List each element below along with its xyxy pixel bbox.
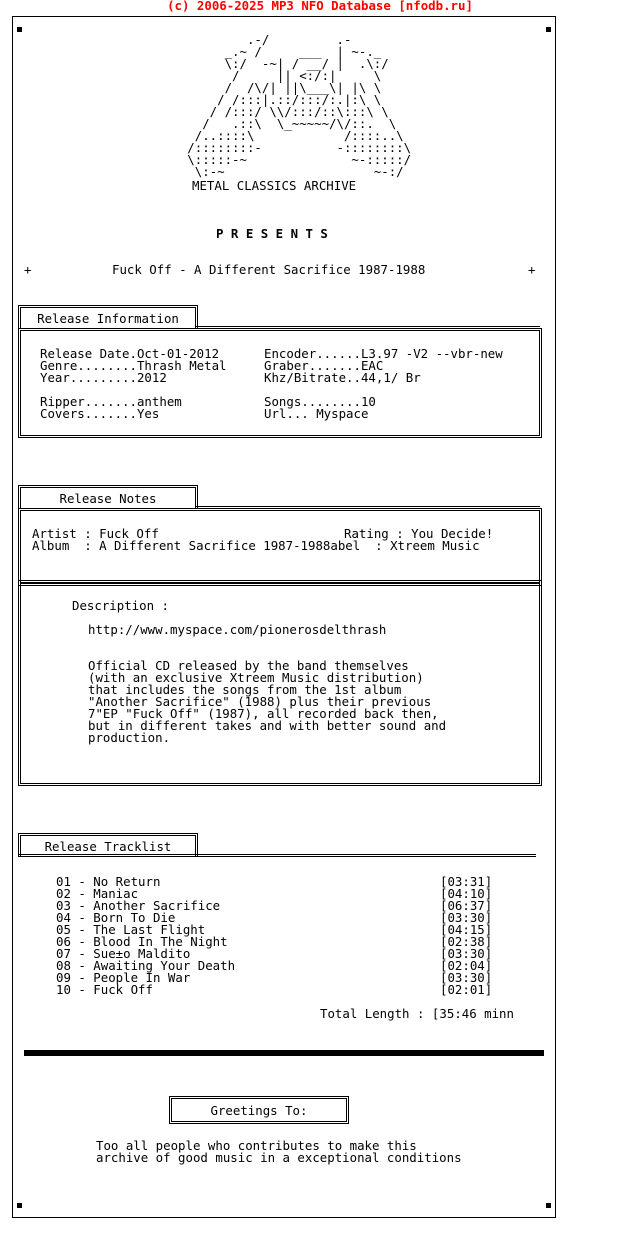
release-notes-heading: Release Notes [59,491,157,506]
tracklist-heading: Release Tracklist [44,839,172,854]
track-title: 09 - People In War [56,970,191,985]
track-title: 06 - Blood In The Night [56,934,228,949]
track-title: 10 - Fuck Off [56,982,153,997]
track-title: 04 - Born To Die [56,910,176,925]
site-header-link[interactable]: (c) 2006-2025 MP3 NFO Database [nfodb.ru] [167,0,473,13]
release-info-left: Release Date.Oct-01-2012 Genre........Thrash Metal Year.........2012 Ripper.......anthem Covers.......Yes [40,346,227,421]
total-length: Total Length : [35:46 minn [320,1006,514,1021]
track-title: 08 - Awaiting Your Death [56,958,236,973]
track-row [56,984,516,996]
release-info-right: Encoder......L3.97 -V2 --vbr-new Graber.......EAC Khz/Bitrate..44,1/ Br Songs........10 Url... Myspace [264,346,503,421]
title-plus-left: + [24,262,32,277]
corner-dot [546,27,551,32]
release-info-tab [18,305,198,329]
artist-line: Artist : Fuck Off [32,526,159,541]
track-time: [02:38] [440,934,493,949]
ascii-logo: .-/ .- _.~ / ___ | ~-._ \:/ -~| / __/ | .\:/ / || <:/:| \ / /\/| ||\___\| |\ \ / /:::|.::/:::/:.|:\ \ / /:::/ \\/:::/::\:::\ \ / .::\ \_~~~~~/\/::. \ /..::::\ /::::..\ /::::::::- -::::::::\ \:::::-~ ~-:::::/ \:-~ ~-:/ [187,32,412,179]
release-title: Fuck Off - A Different Sacrifice 1987-1988 [112,262,426,277]
release-info-heading: Release Information [37,311,179,326]
track-time: [04:10] [440,886,493,901]
track-title: 02 - Maniac [56,886,139,901]
track-time: [03:30] [440,970,493,985]
track-time: [02:01] [440,982,493,997]
album-line: Album : A Different Sacrifice 1987-1988abel : Xtreem Music [32,538,480,553]
presents-heading: P R E S E N T S [216,226,328,241]
archive-name: METAL CLASSICS ARCHIVE [192,178,357,193]
greetings-heading: Greetings To: [210,1103,308,1118]
title-plus-right: + [528,262,536,277]
corner-dot [546,1203,551,1208]
track-list [56,876,516,996]
release-notes-tab [18,485,198,509]
track-time: [06:37] [440,898,493,913]
track-time: [03:30] [440,946,493,961]
description-label: Description : [72,598,169,613]
track-title: 01 - No Return [56,874,161,889]
description-text: Official CD released by the band themselves (with an exclusive Xtreem Music distribution) that includes the songs from the 1st album "Another Sacrifice" (1988) plus their previous 7"EP "Fuck Off" (1987), all recorded back then, but in different takes and with better sound and production. [88,658,447,745]
corner-dot [17,27,22,32]
track-time: [03:30] [440,910,493,925]
divider [196,854,536,857]
track-time: [04:15] [440,922,493,937]
track-title: 03 - Another Sacrifice [56,898,221,913]
track-title: 07 - Sue±o Maldito [56,946,191,961]
greetings-text: Too all people who contributes to make this archive of good music in a exceptional conditions [96,1138,462,1165]
track-time: [02:04] [440,958,493,973]
thick-divider [24,1050,544,1056]
track-time: [03:31] [440,874,493,889]
divider [18,854,198,857]
corner-dot [17,1203,22,1208]
rating-line: Rating : You Decide! [344,526,494,541]
myspace-url[interactable]: http://www.myspace.com/pionerosdelthrash [88,622,387,637]
greetings-box [169,1096,349,1124]
track-title: 05 - The Last Flight [56,922,206,937]
